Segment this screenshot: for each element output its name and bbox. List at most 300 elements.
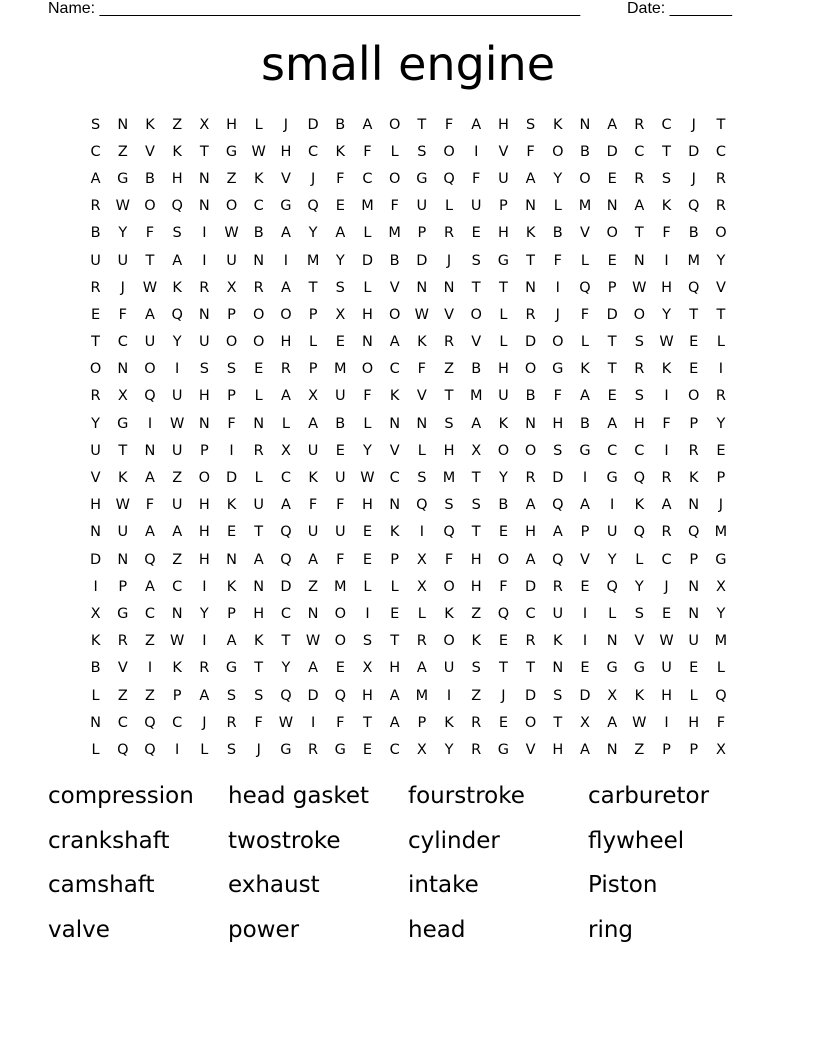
grid-letter: A bbox=[145, 524, 155, 541]
grid-letter: U bbox=[171, 497, 183, 514]
grid-letter: U bbox=[334, 524, 346, 541]
grid-letter: O bbox=[552, 143, 564, 160]
word-list-item: cylinder bbox=[408, 827, 500, 854]
grid-letter: R bbox=[253, 279, 264, 296]
grid-letter: M bbox=[306, 252, 320, 269]
grid-letter: T bbox=[254, 524, 264, 541]
grid-letter: U bbox=[307, 442, 319, 459]
grid-letter: C bbox=[634, 442, 645, 459]
grid-letter: I bbox=[202, 225, 207, 242]
grid-letter: A bbox=[416, 660, 427, 677]
grid-letter: O bbox=[198, 470, 211, 487]
grid-letter: H bbox=[497, 225, 509, 242]
grid-letter: E bbox=[335, 660, 345, 677]
grid-letter: K bbox=[525, 225, 536, 242]
grid-letter: M bbox=[415, 687, 429, 704]
grid-letter: Q bbox=[280, 551, 292, 568]
grid-letter: V bbox=[444, 306, 454, 323]
grid-letter: L bbox=[363, 279, 372, 296]
grid-letter: T bbox=[498, 279, 508, 296]
grid-letter: J bbox=[691, 116, 696, 133]
grid-letter: T bbox=[716, 116, 726, 133]
grid-letter: A bbox=[172, 252, 183, 269]
grid-letter: A bbox=[580, 497, 590, 514]
grid-letter: N bbox=[198, 415, 210, 432]
grid-letter: Z bbox=[145, 633, 155, 650]
grid-letter: D bbox=[280, 578, 292, 595]
grid-letter: P bbox=[118, 578, 128, 595]
grid-letter: O bbox=[633, 306, 646, 323]
grid-letter: S bbox=[417, 470, 427, 487]
grid-letter: J bbox=[310, 170, 316, 187]
grid-letter: F bbox=[227, 415, 236, 432]
grid-letter: L bbox=[716, 660, 725, 677]
grid-letter: U bbox=[470, 198, 482, 215]
grid-letter: C bbox=[117, 334, 128, 351]
grid-letter: H bbox=[661, 279, 672, 296]
grid-letter: X bbox=[90, 605, 101, 622]
grid-letter: F bbox=[417, 361, 427, 378]
grid-letter: U bbox=[90, 442, 101, 459]
grid-letter: F bbox=[390, 198, 399, 215]
grid-letter: Q bbox=[144, 741, 156, 758]
grid-letter: R bbox=[471, 741, 482, 758]
grid-letter: U bbox=[661, 660, 672, 677]
grid-letter: N bbox=[389, 497, 401, 514]
grid-letter: D bbox=[606, 306, 618, 323]
grid-letter: R bbox=[634, 170, 645, 187]
grid-letter: Y bbox=[363, 442, 372, 459]
grid-letter: P bbox=[417, 714, 427, 731]
grid-letter: A bbox=[525, 497, 536, 514]
grid-letter: S bbox=[444, 497, 454, 514]
grid-letter: B bbox=[335, 415, 346, 432]
grid-letter: Y bbox=[308, 225, 318, 242]
grid-letter: W bbox=[115, 198, 130, 215]
grid-letter: F bbox=[472, 170, 481, 187]
grid-letter: E bbox=[498, 633, 508, 650]
grid-letter: U bbox=[226, 252, 237, 269]
grid-letter: A bbox=[145, 470, 155, 487]
grid-letter: Z bbox=[471, 605, 482, 622]
grid-letter: K bbox=[498, 415, 509, 432]
grid-letter: H bbox=[280, 334, 292, 351]
grid-letter: R bbox=[634, 361, 645, 378]
grid-letter: L bbox=[499, 306, 508, 323]
grid-letter: L bbox=[254, 388, 263, 405]
grid-letter: Y bbox=[553, 170, 563, 187]
grid-letter: Q bbox=[715, 687, 727, 704]
grid-letter: X bbox=[607, 687, 618, 704]
grid-letter: O bbox=[524, 442, 537, 459]
grid-letter: R bbox=[90, 388, 101, 405]
grid-letter: F bbox=[254, 714, 263, 731]
grid-letter: P bbox=[227, 388, 236, 405]
grid-letter: R bbox=[199, 660, 210, 677]
grid-letter: K bbox=[444, 714, 454, 731]
grid-letter: U bbox=[144, 334, 156, 351]
grid-letter: T bbox=[471, 279, 481, 296]
grid-letter: K bbox=[145, 116, 155, 133]
grid-letter: N bbox=[90, 524, 102, 541]
grid-letter: G bbox=[497, 741, 510, 758]
grid-letter: I bbox=[147, 660, 153, 677]
grid-letter: L bbox=[608, 605, 617, 622]
grid-letter: L bbox=[580, 252, 590, 269]
grid-letter: O bbox=[715, 225, 727, 242]
grid-letter: S bbox=[172, 225, 182, 242]
grid-letter: H bbox=[497, 116, 509, 133]
grid-letter: N bbox=[117, 361, 129, 378]
word-list-item: exhaust bbox=[228, 872, 320, 898]
grid-letter: O bbox=[552, 334, 564, 351]
grid-letter: X bbox=[416, 578, 427, 595]
grid-letter: N bbox=[253, 415, 265, 432]
grid-letter: K bbox=[226, 497, 237, 514]
grid-letter: K bbox=[661, 361, 672, 378]
grid-letter: E bbox=[362, 551, 373, 568]
grid-letter: O bbox=[579, 170, 591, 187]
grid-letter: U bbox=[498, 388, 509, 405]
grid-letter: X bbox=[117, 388, 128, 405]
grid-letter: B bbox=[688, 225, 699, 242]
grid-letter: R bbox=[416, 633, 427, 650]
grid-letter: H bbox=[90, 497, 102, 514]
grid-letter: U bbox=[253, 497, 265, 514]
grid-letter: Q bbox=[416, 497, 428, 514]
grid-letter: B bbox=[498, 497, 509, 514]
grid-letter: T bbox=[471, 470, 481, 487]
grid-letter: X bbox=[335, 306, 346, 323]
grid-letter: W bbox=[142, 279, 158, 296]
grid-letter: P bbox=[607, 279, 617, 296]
grid-letter: A bbox=[199, 687, 210, 704]
grid-letter: H bbox=[552, 415, 564, 432]
grid-letter: W bbox=[224, 225, 239, 242]
grid-letter: R bbox=[443, 225, 455, 242]
date-field-label: Date: _______ bbox=[627, 0, 732, 17]
grid-letter: A bbox=[308, 660, 319, 677]
grid-letter: B bbox=[471, 361, 482, 378]
grid-letter: O bbox=[688, 388, 700, 405]
grid-letter: H bbox=[552, 741, 564, 758]
grid-letter: X bbox=[362, 660, 373, 677]
grid-letter: V bbox=[145, 143, 155, 160]
grid-letter: R bbox=[661, 524, 672, 541]
grid-letter: U bbox=[171, 388, 183, 405]
grid-letter: F bbox=[662, 415, 671, 432]
grid-letter: E bbox=[390, 605, 400, 622]
grid-letter: S bbox=[417, 143, 427, 160]
grid-letter: N bbox=[416, 415, 428, 432]
grid-letter: D bbox=[688, 143, 700, 160]
grid-letter: F bbox=[336, 551, 345, 568]
grid-letter: S bbox=[634, 388, 644, 405]
grid-letter: U bbox=[416, 198, 428, 215]
grid-letter: Y bbox=[172, 334, 182, 351]
grid-letter: U bbox=[552, 605, 564, 622]
grid-letter: J bbox=[501, 687, 506, 704]
word-list bbox=[48, 776, 768, 954]
grid-letter: T bbox=[417, 116, 427, 133]
grid-letter: M bbox=[361, 198, 374, 215]
grid-letter: O bbox=[497, 551, 510, 568]
grid-letter: E bbox=[498, 714, 508, 731]
grid-letter: W bbox=[632, 279, 647, 296]
grid-letter: F bbox=[145, 497, 155, 514]
grid-letter: S bbox=[362, 633, 373, 650]
grid-letter: A bbox=[580, 388, 590, 405]
grid-letter: U bbox=[90, 252, 101, 269]
grid-letter: Q bbox=[307, 198, 319, 215]
grid-letter: U bbox=[443, 660, 455, 677]
grid-letter: C bbox=[308, 143, 319, 160]
grid-letter: A bbox=[389, 714, 400, 731]
grid-letter: K bbox=[688, 470, 699, 487]
grid-letter: G bbox=[225, 143, 238, 160]
grid-letter: O bbox=[280, 306, 292, 323]
grid-letter: N bbox=[416, 279, 428, 296]
grid-letter: A bbox=[525, 170, 536, 187]
grid-letter: T bbox=[308, 279, 318, 296]
grid-letter: W bbox=[169, 633, 185, 650]
grid-letter: J bbox=[691, 170, 696, 187]
grid-letter: P bbox=[689, 741, 699, 758]
grid-letter: K bbox=[580, 361, 590, 378]
grid-letter: C bbox=[715, 143, 726, 160]
grid-letter: I bbox=[283, 252, 289, 269]
grid-letter: S bbox=[525, 116, 536, 133]
grid-letter: A bbox=[471, 116, 482, 133]
grid-letter: O bbox=[606, 225, 618, 242]
grid-letter: V bbox=[416, 388, 427, 405]
grid-letter: X bbox=[416, 741, 427, 758]
grid-letter: X bbox=[580, 714, 590, 731]
grid-letter: O bbox=[524, 361, 537, 378]
grid-letter: L bbox=[635, 551, 644, 568]
grid-letter: F bbox=[363, 388, 372, 405]
grid-letter: J bbox=[120, 279, 125, 296]
grid-letter: G bbox=[334, 741, 346, 758]
grid-letter: S bbox=[553, 687, 563, 704]
grid-letter: W bbox=[115, 497, 130, 514]
grid-letter: H bbox=[198, 388, 210, 405]
grid-letter: S bbox=[226, 361, 237, 378]
grid-letter: C bbox=[389, 741, 400, 758]
grid-letter: G bbox=[497, 252, 510, 269]
grid-letter: E bbox=[580, 660, 590, 677]
grid-letter: I bbox=[202, 578, 207, 595]
grid-letter: E bbox=[254, 361, 264, 378]
grid-letter: G bbox=[606, 470, 618, 487]
grid-letter: C bbox=[280, 470, 291, 487]
grid-letter: P bbox=[199, 442, 209, 459]
grid-letter: N bbox=[552, 660, 564, 677]
grid-letter: N bbox=[307, 605, 319, 622]
grid-letter: A bbox=[471, 415, 482, 432]
grid-letter: I bbox=[365, 605, 370, 622]
grid-letter: C bbox=[389, 361, 400, 378]
grid-letter: D bbox=[90, 551, 102, 568]
grid-letter: R bbox=[471, 714, 482, 731]
grid-letter: R bbox=[634, 116, 645, 133]
grid-letter: I bbox=[419, 524, 424, 541]
grid-letter: I bbox=[229, 442, 234, 459]
grid-letter: T bbox=[662, 143, 671, 160]
grid-letter: F bbox=[336, 497, 345, 514]
grid-letter: T bbox=[553, 714, 563, 731]
grid-letter: A bbox=[607, 415, 618, 432]
grid-letter: D bbox=[307, 116, 319, 133]
word-list-item: ring bbox=[588, 916, 634, 943]
grid-letter: T bbox=[281, 633, 291, 650]
grid-letter: Y bbox=[281, 660, 291, 677]
grid-letter: Y bbox=[91, 415, 101, 432]
grid-letter: Q bbox=[606, 578, 618, 595]
grid-letter: R bbox=[117, 633, 128, 650]
grid-letter: Y bbox=[498, 470, 508, 487]
grid-letter: S bbox=[661, 170, 672, 187]
grid-letter: O bbox=[497, 442, 510, 459]
grid-letter: B bbox=[525, 388, 536, 405]
grid-letter: T bbox=[689, 306, 699, 323]
grid-letter: R bbox=[253, 442, 264, 459]
grid-letter: L bbox=[309, 334, 318, 351]
grid-letter: S bbox=[335, 279, 345, 296]
grid-letter: N bbox=[688, 497, 700, 514]
grid-letter: P bbox=[580, 524, 590, 541]
grid-letter: I bbox=[582, 470, 588, 487]
grid-letter: Q bbox=[688, 198, 700, 215]
grid-letter: O bbox=[524, 714, 537, 731]
grid-letter: M bbox=[388, 225, 401, 242]
grid-letter: D bbox=[579, 687, 591, 704]
grid-letter: N bbox=[362, 334, 373, 351]
grid-letter: A bbox=[580, 741, 590, 758]
grid-letter: Y bbox=[716, 605, 726, 622]
grid-letter: N bbox=[443, 279, 455, 296]
grid-letter: F bbox=[308, 497, 318, 514]
grid-letter: H bbox=[171, 170, 183, 187]
grid-letter: N bbox=[226, 551, 237, 568]
grid-letter: W bbox=[659, 633, 674, 650]
grid-letter: D bbox=[307, 687, 319, 704]
grid-letter: L bbox=[580, 334, 590, 351]
grid-letter: G bbox=[225, 660, 238, 677]
grid-letter: J bbox=[718, 497, 724, 514]
grid-letter: X bbox=[715, 741, 726, 758]
grid-letter: O bbox=[225, 198, 238, 215]
grid-letter: F bbox=[336, 170, 345, 187]
grid-letter: U bbox=[334, 388, 346, 405]
grid-letter: S bbox=[226, 687, 237, 704]
grid-letter: U bbox=[117, 252, 129, 269]
grid-letter: O bbox=[361, 361, 374, 378]
grid-letter: R bbox=[715, 170, 726, 187]
grid-letter: K bbox=[226, 578, 237, 595]
grid-letter: Z bbox=[471, 687, 482, 704]
grid-letter: B bbox=[579, 143, 590, 160]
grid-letter: V bbox=[580, 551, 590, 568]
grid-letter: O bbox=[443, 578, 455, 595]
grid-letter: D bbox=[525, 687, 537, 704]
grid-letter: D bbox=[606, 143, 618, 160]
grid-letter: G bbox=[633, 660, 645, 677]
grid-letter: W bbox=[659, 334, 674, 351]
grid-letter: Z bbox=[634, 741, 645, 758]
grid-letter: I bbox=[664, 388, 669, 405]
grid-letter: I bbox=[175, 741, 180, 758]
grid-letter: V bbox=[389, 442, 400, 459]
grid-letter: B bbox=[389, 252, 400, 269]
grid-letter: N bbox=[198, 170, 210, 187]
grid-letter: N bbox=[389, 415, 401, 432]
grid-letter: C bbox=[661, 551, 672, 568]
grid-letter: K bbox=[253, 633, 264, 650]
grid-letter: N bbox=[171, 605, 183, 622]
grid-letter: Q bbox=[171, 198, 183, 215]
grid-letter: R bbox=[688, 442, 699, 459]
grid-letter: S bbox=[90, 116, 101, 133]
grid-letter: T bbox=[634, 225, 644, 242]
grid-letter: W bbox=[251, 143, 266, 160]
grid-letter: R bbox=[715, 198, 726, 215]
grid-letter: K bbox=[308, 470, 318, 487]
grid-letter: A bbox=[253, 551, 264, 568]
grid-letter: F bbox=[526, 143, 535, 160]
grid-letter: Y bbox=[662, 306, 671, 323]
grid-letter: L bbox=[91, 741, 100, 758]
grid-letter: R bbox=[525, 633, 536, 650]
grid-letter: L bbox=[363, 225, 372, 242]
grid-letter: V bbox=[471, 334, 482, 351]
grid-letter: N bbox=[606, 633, 618, 650]
grid-letter: O bbox=[225, 334, 238, 351]
grid-letter: K bbox=[172, 143, 182, 160]
grid-letter: A bbox=[280, 388, 291, 405]
grid-letter: V bbox=[498, 143, 509, 160]
grid-letter: A bbox=[634, 198, 645, 215]
grid-letter: P bbox=[227, 605, 236, 622]
grid-letter: P bbox=[716, 470, 726, 487]
grid-letter: S bbox=[471, 252, 481, 269]
grid-letter: T bbox=[716, 306, 726, 323]
grid-letter: R bbox=[280, 361, 291, 378]
grid-letter: G bbox=[715, 551, 727, 568]
grid-letter: B bbox=[552, 225, 563, 242]
word-list-item: valve bbox=[48, 916, 110, 943]
grid-letter: A bbox=[525, 551, 536, 568]
word-list-item: carburetor bbox=[588, 783, 710, 809]
grid-letter: C bbox=[525, 605, 536, 622]
grid-letter: E bbox=[471, 225, 481, 242]
grid-letter: G bbox=[280, 741, 292, 758]
grid-letter: L bbox=[417, 605, 426, 622]
grid-letter: U bbox=[171, 442, 183, 459]
grid-letter: F bbox=[444, 116, 454, 133]
grid-letter: T bbox=[607, 361, 617, 378]
grid-letter: N bbox=[144, 442, 156, 459]
grid-letter: M bbox=[714, 524, 728, 541]
grid-letter: Y bbox=[335, 252, 345, 269]
grid-letter: H bbox=[198, 497, 210, 514]
grid-letter: T bbox=[118, 442, 128, 459]
grid-letter: R bbox=[90, 279, 101, 296]
word-list-item: intake bbox=[408, 872, 479, 898]
grid-letter: A bbox=[280, 279, 291, 296]
grid-letter: Y bbox=[199, 605, 209, 622]
grid-letter: U bbox=[498, 170, 509, 187]
